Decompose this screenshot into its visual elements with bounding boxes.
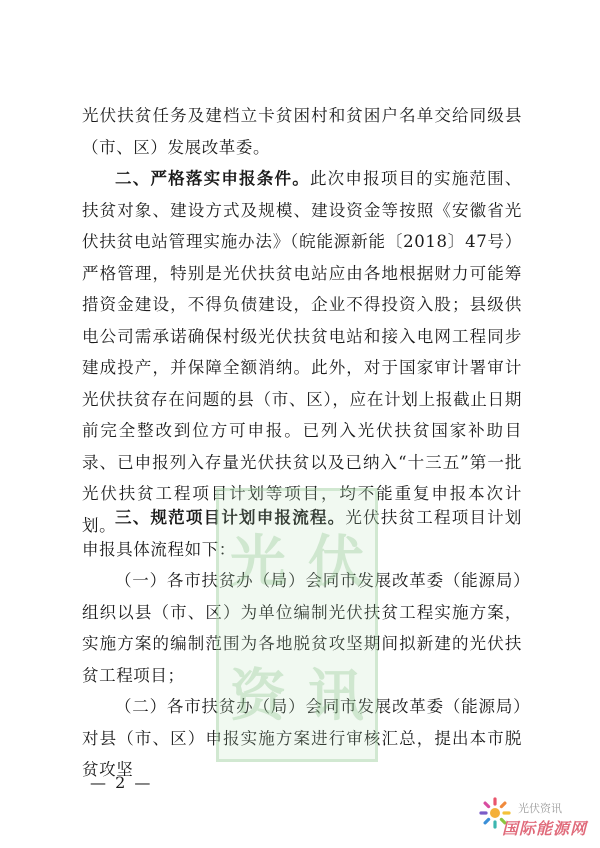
watermark-char: 资 bbox=[230, 664, 286, 729]
section-3 bbox=[82, 502, 522, 786]
watermark-char: 讯 bbox=[308, 664, 364, 729]
paragraph-2-text: 光伏扶贫工程项目计划申报具体流程如下： bbox=[82, 508, 522, 559]
page-number: — 2 — bbox=[90, 773, 153, 792]
watermark-char: 光 bbox=[230, 530, 286, 595]
source-label: 光伏资讯 bbox=[518, 802, 562, 815]
paragraph-1 bbox=[82, 163, 522, 541]
site-name: 国际能源网 bbox=[502, 819, 588, 838]
paragraph-1-text: 此次申报项目的实施范围、扶贫对象、建设方式及规模、建设资金等按照《安徽省光伏扶贫电站管理实施办法》（皖能源新能〔2018〕47号）严格管理，特别是光伏扶贫电站应由各地根据财力可能筹措资金建设，不得负债建设，企业不得投资入股；县级供电公司需承诺确保村级光伏扶贫电站和接入电网工程同步建成投产，并保障全额消纳。此外，对于国家审计署审计光伏扶贫存在问题的县（市、区），应在计划上报截止日期前完全整改到位方可申报。已列入光伏扶贫国家补助目录、已申报列入存量光伏扶贫以及已纳入“十三五”第一批光伏扶贫工程项目计划等项目，均不能重复申报本次计划。 bbox=[82, 169, 522, 535]
section-2-heading: 二、严格落实申报条件。 bbox=[115, 169, 310, 188]
paragraph-4-text: （二）各市扶贫办（局）会同市发展改革委（能源局）对县（市、区）申报实施方案进行审核汇总，提出本市脱贫攻坚 bbox=[82, 697, 522, 779]
paragraph-2 bbox=[82, 502, 522, 565]
paragraph-3-text: （一）各市扶贫办（局）会同市发展改革委（能源局）组织以县（市、区）为单位编制光伏扶贫工程实施方案，实施方案的编制范围为各地脱贫攻坚期间拟新建的光伏扶贫工程项目； bbox=[82, 571, 522, 685]
watermark-char: 伏 bbox=[308, 530, 364, 595]
paragraph-4 bbox=[82, 691, 522, 786]
paragraph-3 bbox=[82, 565, 522, 691]
paragraph-intro bbox=[82, 100, 522, 163]
section-2 bbox=[82, 163, 522, 541]
section-3-heading: 三、规范项目计划申报流程。 bbox=[115, 508, 346, 527]
paragraph-0-text: 光伏扶贫任务及建档立卡贫困村和贫困户名单交给同级县（市、区）发展改革委。 bbox=[82, 106, 522, 157]
paragraph-0 bbox=[82, 100, 522, 163]
